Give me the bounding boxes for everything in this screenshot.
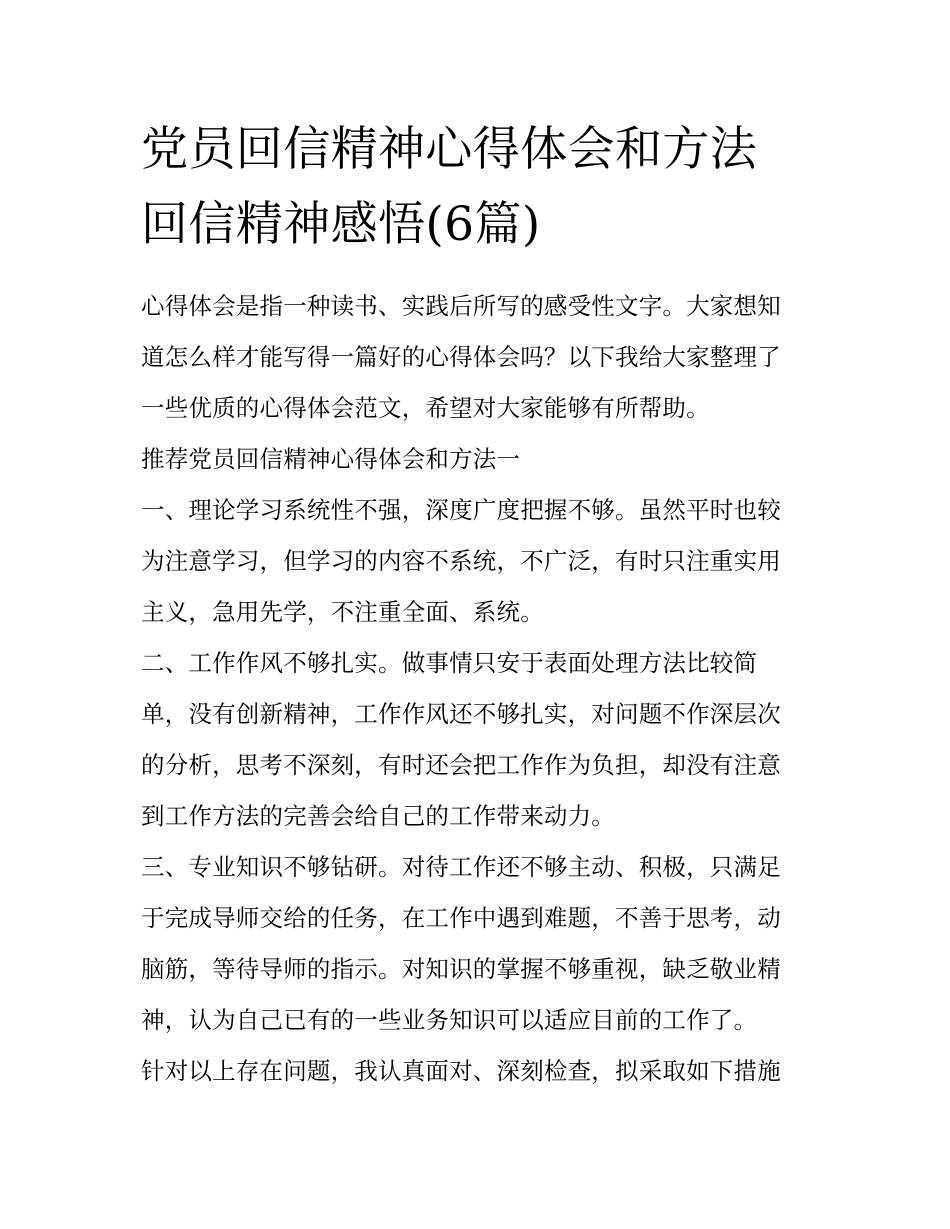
body-line: 一些优质的心得体会范文，希望对大家能够有所帮助。 <box>141 394 710 422</box>
body-line: 为注意学习，但学习的内容不系统，不广泛，有时只注重实用 <box>141 547 781 575</box>
body-line: 主义，急用先学，不注重全面、系统。 <box>141 598 544 626</box>
body-line: 道怎么样才能写得一篇好的心得体会吗？以下我给大家整理了 <box>141 343 781 371</box>
body-line: 心得体会是指一种读书、实践后所写的感受性文字。大家想知 <box>141 292 781 320</box>
body-line: 单，没有创新精神，工作作风还不够扎实，对问题不作深层次 <box>141 700 781 728</box>
body-line: 一、理论学习系统性不强，深度广度把握不够。虽然平时也较 <box>141 496 781 524</box>
title-line-1: 党员回信精神心得体会和方法 <box>141 122 758 177</box>
body-line: 脑筋，等待导师的指示。对知识的掌握不够重视，缺乏敬业精 <box>141 955 781 983</box>
body-line: 的分析，思考不深刻，有时还会把工作作为负担，却没有注意 <box>141 751 781 779</box>
body-line: 针对以上存在问题，我认真面对、深刻检查，拟采取如下措施 <box>141 1057 781 1085</box>
body-line: 到工作方法的完善会给自己的工作带来动力。 <box>141 802 615 830</box>
document-title <box>141 112 813 262</box>
body-line: 二、工作作风不够扎实。做事情只安于表面处理方法比较简 <box>141 649 758 677</box>
section-heading: 推荐党员回信精神心得体会和方法一 <box>141 445 521 473</box>
body-line: 神，认为自己已有的一些业务知识可以适应目前的工作了。 <box>141 1006 758 1034</box>
body-line: 于完成导师交给的任务，在工作中遇到难题，不善于思考，动 <box>141 904 781 932</box>
document-body <box>141 281 813 1097</box>
title-line-2: 回信精神感悟(6篇) <box>141 197 541 252</box>
document-page <box>141 112 813 1097</box>
body-line: 三、专业知识不够钻研。对待工作还不够主动、积极，只满足 <box>141 853 781 881</box>
